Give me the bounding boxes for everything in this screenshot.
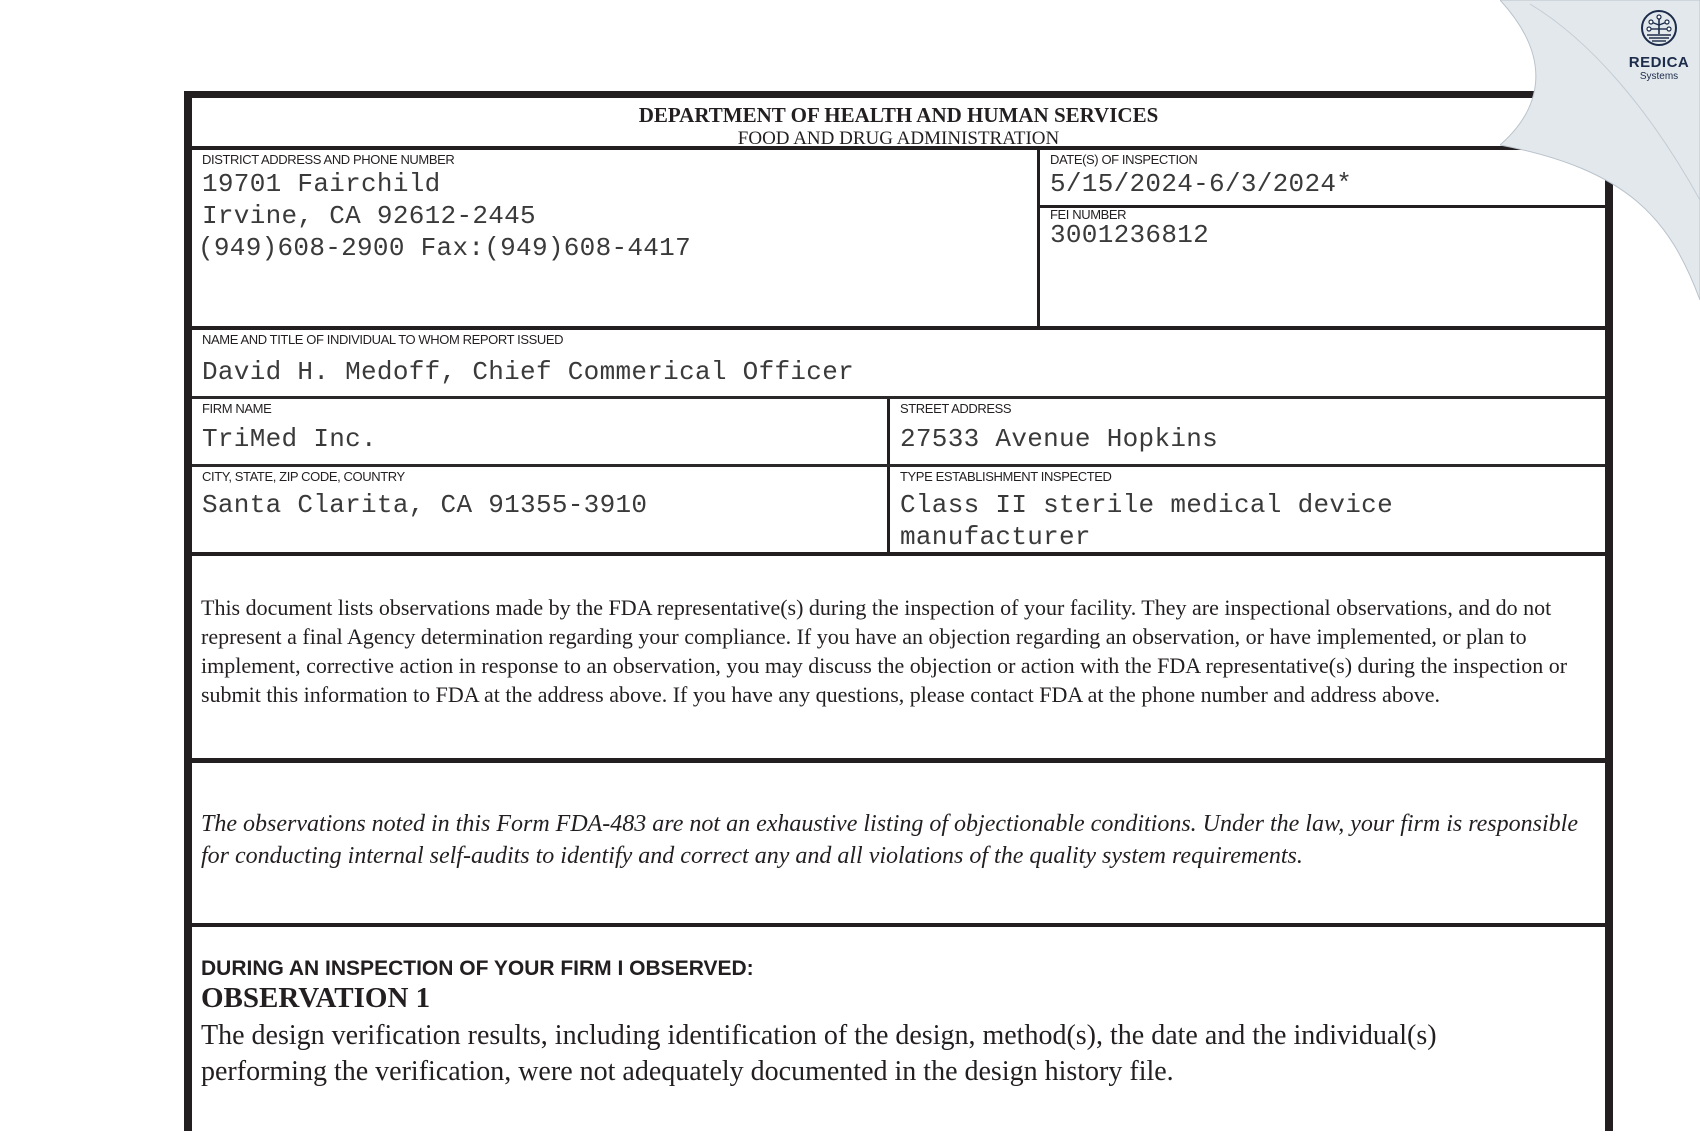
fei-label: FEI NUMBER	[1050, 207, 1127, 222]
recipient-value: David H. Medoff, Chief Commerical Officer	[202, 357, 855, 387]
recipient-label: NAME AND TITLE OF INDIVIDUAL TO WHOM REPORT ISSUED	[202, 332, 564, 347]
tree-network-icon	[1639, 8, 1679, 48]
city-value: Santa Clarita, CA 91355-3910	[202, 490, 648, 520]
city-row	[192, 467, 1605, 556]
establishment-line1: Class II sterile medical device	[900, 490, 1393, 520]
firm-row	[192, 399, 1605, 467]
observation-1-text: The design verification results, including identification of the design, method(s), the date and the individual(s) performing the verification, were not adequately documented in the design history file.	[201, 1020, 1437, 1087]
dates-label: DATE(S) OF INSPECTION	[1050, 152, 1198, 167]
redica-logo	[1620, 8, 1698, 82]
firm-value: TriMed Inc.	[202, 424, 377, 454]
department-title: DEPARTMENT OF HEALTH AND HUMAN SERVICES	[638, 103, 1159, 127]
city-label: CITY, STATE, ZIP CODE, COUNTRY	[202, 469, 405, 484]
form-header	[192, 98, 1605, 150]
notice-text: This document lists observations made by the FDA representative(s) during the inspection of your facility. They are inspectional observations, and do not represent a final Agency determination regarding your compliance. If you have an objection regarding an observation, or have implemented, or plan to implement, corrective action in response to an observation, you may discuss the objection or action with the FDA representative(s) during the inspection or submit this information to FDA at the address above. If you have any questions, please contact FDA at the phone number and address above.	[201, 595, 1568, 707]
dates-value: 5/15/2024-6/3/2024*	[1050, 169, 1353, 199]
district-line2: Irvine, CA 92612-2445	[202, 201, 536, 231]
district-cell	[192, 150, 1037, 326]
logo-subtitle: Systems	[1639, 71, 1679, 82]
district-row	[192, 150, 1605, 330]
district-label: DISTRICT ADDRESS AND PHONE NUMBER	[202, 152, 455, 167]
establishment-label: TYPE ESTABLISHMENT INSPECTED	[900, 469, 1112, 484]
disclaimer-text: The observations noted in this Form FDA-483 are not an exhaustive listing of objectionable conditions. Under the law, your firm is responsible for conducting internal self-audits to identify and correct any and all violations of the quality system requirements.	[201, 811, 1578, 869]
fda-483-form	[184, 91, 1613, 1131]
fei-value: 3001236812	[1050, 220, 1210, 250]
observation-1-title: OBSERVATION 1	[201, 982, 431, 1014]
disclaimer-row	[192, 763, 1605, 927]
district-phone: (949)608-2900 Fax:(949)608-4417	[198, 233, 691, 263]
firm-cell	[192, 399, 887, 464]
establishment-line2: manufacturer	[900, 522, 1091, 552]
observations-section	[192, 927, 1605, 1147]
street-cell	[887, 399, 1605, 464]
observations-heading: DURING AN INSPECTION OF YOUR FIRM I OBSERVED:	[201, 957, 754, 980]
firm-label: FIRM NAME	[202, 401, 272, 416]
city-cell	[192, 467, 887, 552]
logo-name: REDICA	[1628, 54, 1690, 71]
recipient-row	[192, 330, 1605, 399]
agency-title: FOOD AND DRUG ADMINISTRATION	[737, 128, 1060, 149]
street-label: STREET ADDRESS	[900, 401, 1012, 416]
establishment-cell	[887, 467, 1605, 552]
notice-row	[192, 556, 1605, 763]
street-value: 27533 Avenue Hopkins	[900, 424, 1219, 454]
district-line1: 19701 Fairchild	[202, 169, 441, 199]
